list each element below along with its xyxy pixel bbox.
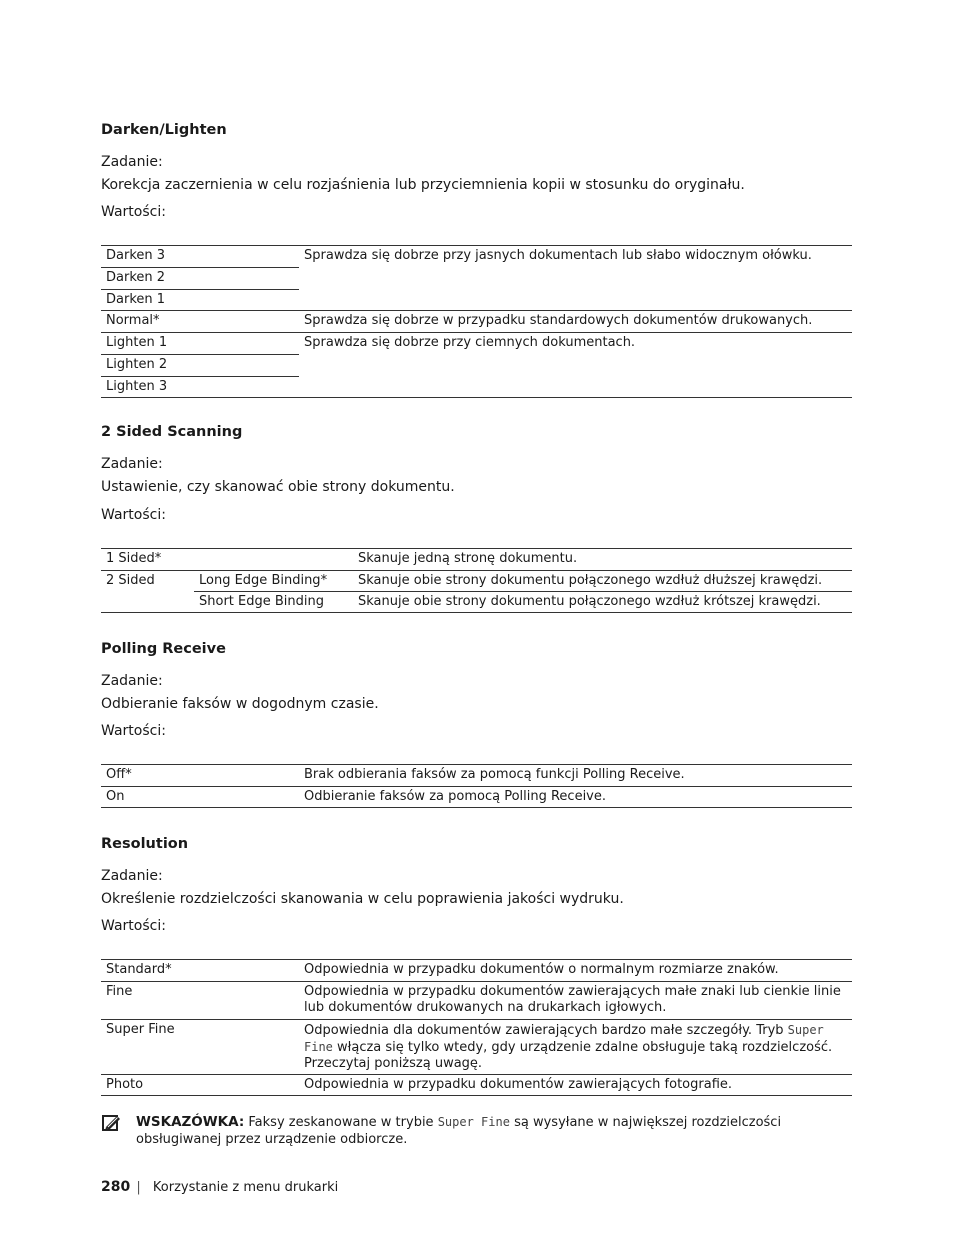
values-label: Wartości:	[101, 204, 166, 220]
task-description: Ustawienie, czy skanować obie strony dokumentu.	[101, 479, 455, 495]
value-2-sided: 2 Sided	[106, 573, 155, 588]
value-description: Odbieranie faksów za pomocą Polling Receive.	[304, 789, 607, 804]
value-description: Skanuje obie strony dokumentu połączonego wzdłuż dłuższej krawędzi.	[353, 571, 852, 592]
resolution-values-table	[101, 959, 852, 1096]
page-number: 280	[101, 1179, 131, 1195]
note-pencil-icon	[102, 1113, 121, 1132]
note-title: WSKAZÓWKA:	[136, 1114, 245, 1130]
footer-separator: |	[136, 1180, 141, 1195]
values-label: Wartości:	[101, 507, 166, 523]
task-description: Określenie rozdzielczości skanowania w celu poprawienia jakości wydruku.	[101, 891, 624, 907]
values-label: Wartości:	[101, 723, 166, 739]
value-description: Odpowiednia w przypadku dokumentów zawierających fotografie.	[304, 1077, 733, 1092]
desc-part: włącza się tylko wtedy, gdy urządzenie zdalne obsługuje taką rozdzielczość. Przeczytaj poniższą uwagę.	[304, 1040, 833, 1071]
section-title-darken-lighten: Darken/Lighten	[101, 122, 227, 138]
value-description: Odpowiednia w przypadku dokumentów o normalnym rozmiarze znaków.	[299, 960, 852, 982]
page-footer	[101, 1179, 338, 1195]
section-title-resolution: Resolution	[101, 836, 189, 852]
value-fine: Fine	[101, 982, 299, 1020]
value-description: Skanuje jedną stronę dokumentu.	[353, 549, 852, 571]
polling-receive-values-table	[101, 764, 852, 808]
value-description: Brak odbierania faksów za pomocą funkcji Polling Receive.	[299, 765, 852, 787]
value-lighten-3: Lighten 3	[106, 379, 168, 394]
value-darken-2: Darken 2	[101, 268, 299, 290]
task-label: Zadanie:	[101, 673, 163, 689]
value-description: Sprawdza się dobrze przy jasnych dokumentach lub słabo widocznym ołówku.	[299, 246, 852, 311]
value-lighten-2: Lighten 2	[101, 355, 299, 377]
code-super-fine: Super Fine	[304, 1023, 824, 1054]
value-description: Odpowiednia w przypadku dokumentów zawierających małe znaki lub cienkie linie lub dokumentów drukowanych na drukarkach igłowych.	[299, 982, 852, 1020]
note	[136, 1114, 852, 1148]
value-description: Sprawdza się dobrze w przypadku standardowych dokumentów drukowanych.	[299, 311, 852, 333]
task-label: Zadanie:	[101, 456, 163, 472]
value-description: Skanuje obie strony dokumentu połączonego wzdłuż krótszej krawędzi.	[358, 594, 821, 609]
section-title-polling-receive: Polling Receive	[101, 641, 226, 657]
code-super-fine: Super Fine	[437, 1115, 510, 1129]
task-description: Odbieranie faksów w dogodnym czasie.	[101, 696, 379, 712]
value-photo: Photo	[106, 1077, 144, 1092]
note-text: są wysyłane w największej rozdzielczości obsługiwanej przez urządzenie odbiorcze.	[136, 1115, 782, 1147]
value-super-fine: Super Fine	[101, 1020, 299, 1075]
note-text: Faksy zeskanowane w trybie	[248, 1115, 434, 1130]
two-sided-values-table	[101, 548, 852, 613]
value-off: Off*	[101, 765, 299, 787]
chapter-title: Korzystanie z menu drukarki	[152, 1180, 339, 1195]
value-1-sided: 1 Sided*	[101, 549, 353, 571]
value-darken-1: Darken 1	[106, 292, 166, 307]
value-standard: Standard*	[101, 960, 299, 982]
value-description: Sprawdza się dobrze przy ciemnych dokumentach.	[304, 335, 636, 350]
desc-part: Odpowiednia dla dokumentów zawierających bardzo małe szczegóły. Tryb	[304, 1023, 784, 1038]
task-label: Zadanie:	[101, 868, 163, 884]
value-long-edge-binding: Long Edge Binding*	[194, 571, 353, 592]
value-darken-3: Darken 3	[101, 246, 299, 268]
values-label: Wartości:	[101, 918, 166, 934]
task-label: Zadanie:	[101, 154, 163, 170]
value-normal: Normal*	[101, 311, 299, 333]
value-lighten-1: Lighten 1	[101, 333, 299, 355]
value-short-edge-binding: Short Edge Binding	[199, 594, 324, 609]
section-title-2-sided-scanning: 2 Sided Scanning	[101, 424, 243, 440]
value-on: On	[106, 789, 125, 804]
task-description: Korekcja zaczernienia w celu rozjaśnienia lub przyciemnienia kopii w stosunku do oryginału.	[101, 177, 745, 193]
value-description	[299, 1020, 852, 1075]
darken-lighten-values-table	[101, 245, 852, 398]
